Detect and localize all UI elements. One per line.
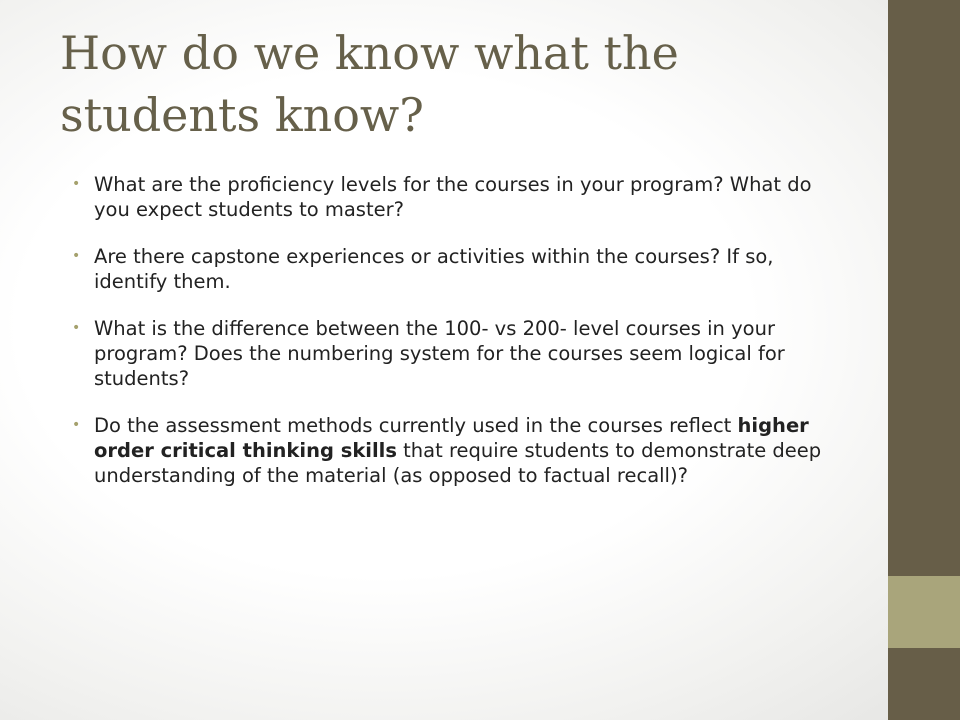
bullet-text: What is the difference between the 100- vs 200- level courses in your program? Does the numbering system for the courses seem logical for students? — [94, 317, 785, 390]
bullet-text-bold: higher order critical thinking skills — [94, 414, 809, 462]
bullet-item — [70, 244, 830, 294]
bullet-text: What are the proficiency levels for the courses in your program? What do you expect students to master? — [94, 173, 812, 221]
slide-title: How do we know what the students know? — [60, 26, 679, 142]
bullet-dot-icon: • — [72, 320, 81, 336]
bullet-item — [70, 413, 830, 488]
sidebar-decor-middle — [888, 576, 960, 648]
bullet-text-before: Do the assessment methods currently used in the courses reflect — [94, 414, 738, 437]
bullet-dot-icon: • — [72, 176, 81, 192]
bullet-text: Are there capstone experiences or activities within the courses? If so, identify them. — [94, 245, 774, 293]
bullet-text-after: that require students to demonstrate deep understanding of the material (as opposed to factual recall)? — [94, 439, 822, 487]
sidebar-decor-bottom — [888, 648, 960, 720]
sidebar-decor-top — [888, 0, 960, 576]
bullet-item — [70, 316, 830, 391]
bullet-dot-icon: • — [72, 417, 81, 433]
bullet-list — [70, 172, 830, 510]
bullet-dot-icon: • — [72, 248, 81, 264]
bullet-item — [70, 172, 830, 222]
